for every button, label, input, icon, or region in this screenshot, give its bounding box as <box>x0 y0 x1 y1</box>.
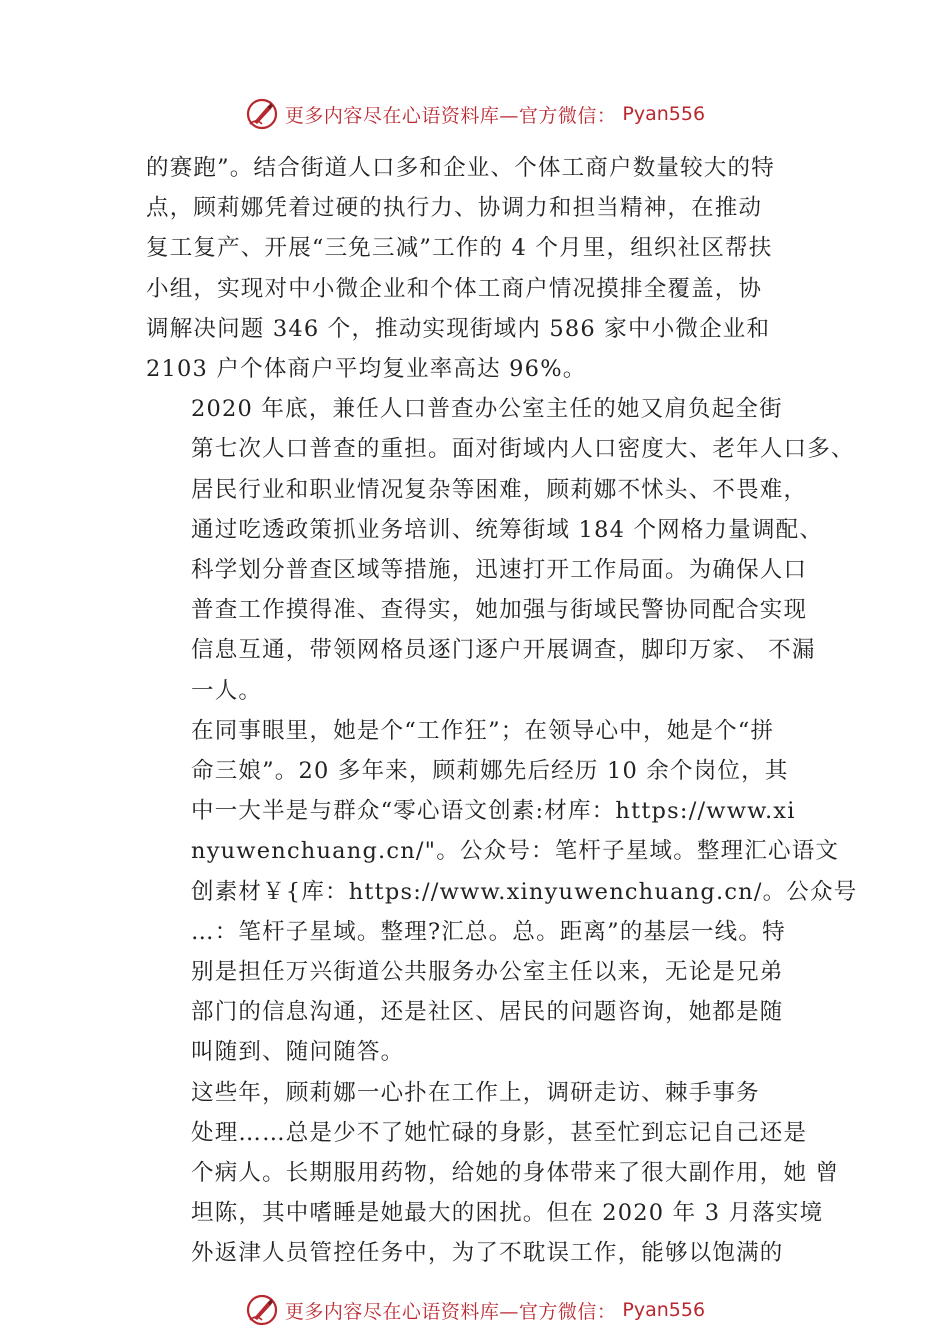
document-body <box>146 148 858 1274</box>
paragraph <box>146 148 808 389</box>
text-line: 信息互通，带领网格员逐门逐户开展调查，脚印万家、 不漏 <box>191 637 816 664</box>
watermark-banner <box>245 1293 705 1327</box>
text-line: 小组，实现对中小微企业和个体工商户情况摸排全覆盖，协 <box>146 275 763 302</box>
pen-logo-icon <box>245 97 279 131</box>
pen-logo-icon <box>245 1293 279 1327</box>
text-line: 点，顾莉娜凭着过硬的执行力、协调力和担当精神，在推动 <box>146 195 763 222</box>
text-line: nyuwenchuang.cn/"。公众号：笔杆子星域。整理汇心语文 <box>191 838 840 865</box>
text-line: 叫随到、随问随答。 <box>191 1039 405 1066</box>
header-watermark <box>0 94 950 134</box>
text-line: 2103 户个体商户平均复业率高达 96%。 <box>146 356 587 383</box>
text-line: 创素材￥{库：https://www.xinyuwenchuang.cn/。公众号 <box>191 878 858 905</box>
text-line: 复工复产、开展“三免三减”工作的 4 个月里，组织社区帮扶 <box>146 235 773 262</box>
watermark-banner <box>245 97 705 131</box>
text-line: 外返津人员管控任务中，为了不耽误工作，能够以饱满的 <box>191 1240 784 1267</box>
paragraph <box>146 1073 840 1274</box>
text-line: …：笔杆子星域。整理?汇总。总。距离”的基层一线。特 <box>191 918 786 945</box>
text-line: 别是担任万兴街道公共服务办公室主任以来，无论是兄弟 <box>191 959 784 986</box>
header-watermark-text: 更多内容尽在心语资料库—官方微信： <box>284 104 617 127</box>
text-line: 2020 年底，兼任人口普查办公室主任的她又肩负起全街 <box>191 396 783 423</box>
text-line: 调解决问题 346 个，推动实现街域内 586 家中小微企业和 <box>146 315 771 342</box>
text-line: 普查工作摸得准、查得实，她加强与街域民警协同配合实现 <box>191 597 808 624</box>
paragraph <box>146 711 858 1073</box>
text-line: 的赛跑”。结合街道人口多和企业、个体工商户数量较大的特 <box>146 155 775 181</box>
text-line: 一人。 <box>191 677 263 704</box>
text-line: 命三娘”。20 多年来，顾莉娜先后经历 10 余个岗位，其 <box>191 758 789 785</box>
text-line: 居民行业和职业情况复杂等困难，顾莉娜不怵头、不畏难， <box>191 476 808 503</box>
text-line: 处理……总是少不了她忙碌的身影，甚至忙到忘记自己还是 <box>191 1119 808 1146</box>
footer-watermark <box>0 1290 950 1330</box>
paragraph <box>146 389 855 711</box>
text-line: 中一大半是与群众“零心语文创素:材库：https://www.xi <box>191 798 796 825</box>
text-line: 这些年，顾莉娜一心扑在工作上，调研走访、棘手事务 <box>191 1079 760 1106</box>
footer-wechat-id: Pyan556 <box>622 1299 706 1321</box>
text-line: 科学划分普查区域等措施，迅速打开工作局面。为确保人口 <box>191 557 808 584</box>
text-line: 在同事眼里，她是个“工作狂”；在领导心中，她是个“拼 <box>191 717 775 744</box>
text-line: 通过吃透政策抓业务培训、统筹街域 184 个网格力量调配、 <box>191 516 824 543</box>
footer-watermark-text: 更多内容尽在心语资料库—官方微信： <box>284 1300 617 1323</box>
header-wechat-id: Pyan556 <box>622 103 706 125</box>
text-line: 第七次人口普查的重担。面对街域内人口密度大、老年人口多、 <box>191 436 855 463</box>
text-line: 个病人。长期服用药物，给她的身体带来了很大副作用，她 曾 <box>191 1160 840 1187</box>
text-line: 部门的信息沟通，还是社区、居民的问题咨询，她都是随 <box>191 999 784 1026</box>
text-line: 坦陈，其中嗜睡是她最大的困扰。但在 2020 年 3 月落实境 <box>191 1200 824 1227</box>
